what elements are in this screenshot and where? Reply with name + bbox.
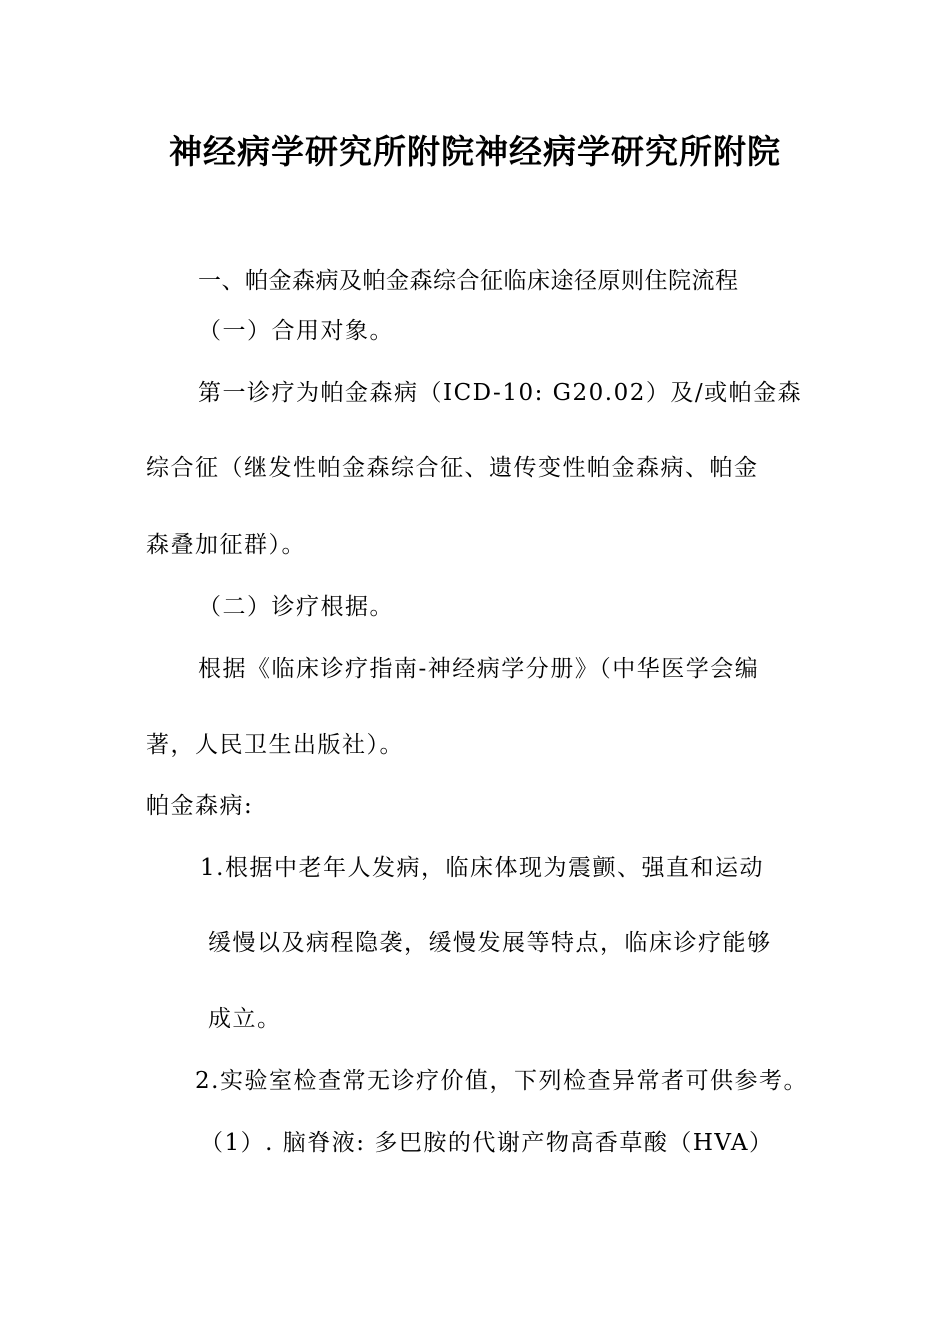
section2-label: （二）诊疗根据。 bbox=[198, 594, 394, 620]
paragraph-line: 第一诊疗为帕金森病（ICD-10: G20.02）及/或帕金森 bbox=[198, 380, 803, 406]
list-item-line: 1.根据中老年人发病，临床体现为震颤、强直和运动 bbox=[200, 855, 764, 881]
document-title: 神经病学研究所附院神经病学研究所附院 bbox=[169, 132, 781, 171]
section1-label: （一）合用对象。 bbox=[198, 318, 394, 344]
list-item-line: （1）. 脑脊液: 多巴胺的代谢产物高香草酸（HVA） bbox=[200, 1130, 774, 1156]
paragraph-line: 综合征（继发性帕金森综合征、遗传变性帕金森病、帕金 bbox=[146, 455, 759, 481]
list-item-line: 2.实验室检查常无诊疗价值，下列检查异常者可供参考。 bbox=[195, 1068, 808, 1094]
list-item-line: 成立。 bbox=[208, 1006, 282, 1032]
section-heading: 一、帕金森病及帕金森综合征临床途径原则住院流程 bbox=[198, 268, 739, 294]
list-item-line: 缓慢以及病程隐袭，缓慢发展等特点，临床诊疗能够 bbox=[208, 930, 772, 956]
paragraph-line: 根据《临床诊疗指南-神经病学分册》（中华医学会编 bbox=[198, 656, 760, 682]
paragraph-line: 森叠加征群）。 bbox=[146, 532, 306, 558]
pd-label: 帕金森病: bbox=[146, 793, 254, 819]
paragraph-line: 著，人民卫生出版社）。 bbox=[146, 732, 404, 758]
